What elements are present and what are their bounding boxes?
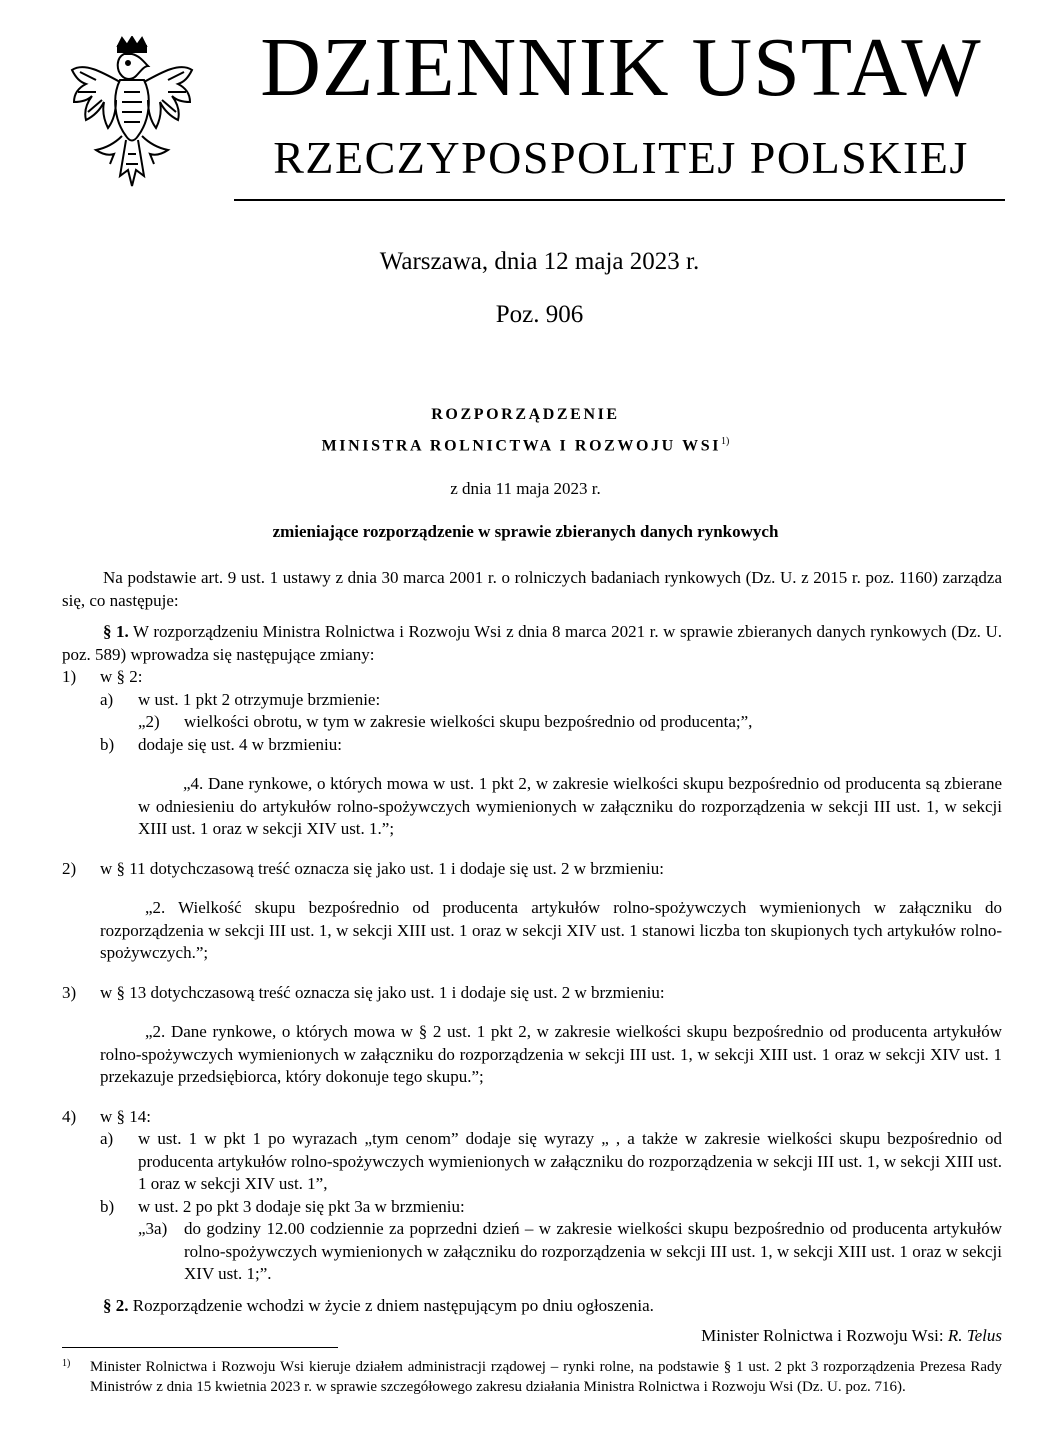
list-item xyxy=(62,1196,1002,1219)
act-issuer-text: MINISTRA ROLNICTWA I ROZWOJU WSI xyxy=(321,437,722,455)
item-number: 4) xyxy=(62,1106,77,1126)
list-item xyxy=(62,982,1002,1005)
item-letter: b) xyxy=(100,734,115,754)
preamble: Na podstawie art. 9 ust. 1 ustawy z dnia 30 marca 2001 r. o rolniczych badaniach rynkowych (Dz. U. z 2015 r. poz. 1160) zarządza się, co następuje: xyxy=(62,568,1002,610)
item-text: w § 14: xyxy=(100,1106,151,1126)
list-item xyxy=(62,1106,1002,1129)
footnote-reference: 1) xyxy=(721,436,730,447)
quoted-item xyxy=(62,1218,1002,1286)
quoted-number: „2) xyxy=(138,712,160,731)
item-number: 1) xyxy=(62,667,77,686)
footnote-mark: 1) xyxy=(62,1358,71,1369)
item-text: dodaje się ust. 4 w brzmieniu: xyxy=(138,734,342,754)
issue-date: Warszawa, dnia 12 maja 2023 r. xyxy=(379,248,700,275)
masthead-divider xyxy=(234,199,1005,201)
act-body xyxy=(62,567,1002,1348)
section-2-label: § 2. xyxy=(103,1295,129,1315)
list-item xyxy=(62,666,1002,689)
footnote xyxy=(62,1357,1002,1397)
act-type: ROZPORZĄDZENIE xyxy=(431,406,620,423)
gazette-subtitle: RZECZYPOSPOLITEJ POLSKIEJ xyxy=(273,132,969,183)
footnote-divider xyxy=(62,1347,338,1348)
item-text: w ust. 1 w pkt 1 po wyrazach „tym cenom” dodaje się wyrazy „ , a także w zakresie wielkości skupu bezpośrednio od producenta artykułów rolno-spożywczych wymienionych w załączniku do rozporządzenia w sekcji III ust. 1, w sekcji XIII ust. 1 oraz w sekcji XIV ust. 1”, xyxy=(138,1129,1002,1193)
item-letter: a) xyxy=(100,1129,114,1148)
white-eagle-emblem-icon xyxy=(66,36,198,196)
act-subject: zmieniające rozporządzenie w sprawie zbieranych danych rynkowych xyxy=(272,522,779,541)
act-date: z dnia 11 maja 2023 r. xyxy=(450,479,601,498)
section-2-text: Rozporządzenie wchodzi w życie z dniem następującym po dniu ogłoszenia. xyxy=(128,1295,654,1315)
signature-role: Minister Rolnictwa i Rozwoju Wsi: xyxy=(701,1326,948,1345)
signature-name: R. Telus xyxy=(947,1326,1002,1345)
item-number: 3) xyxy=(62,982,77,1002)
quoted-paragraph: „4. Dane rynkowe, o których mowa w ust. 1 pkt 2, w zakresie wielkości skupu bezpośrednio od producenta są zbierane w odniesieniu do artykułów rolno-spożywczych wymienionych w załączniku do rozporządzenia w sekcji III ust. 1, w sekcji XIII ust. 1 oraz w sekcji XIV ust. 1.”; xyxy=(138,774,1002,838)
quoted-item xyxy=(62,711,1002,734)
section-1-label: § 1. xyxy=(103,622,129,641)
item-letter: b) xyxy=(100,1196,115,1216)
section-1 xyxy=(62,621,1002,666)
footnote-text: Minister Rolnictwa i Rozwoju Wsi kieruje działem administracji rządowej – rynki rolne, na podstawie § 1 ust. 2 pkt 3 rozporządzenia Prezesa Rady Ministrów z dnia 15 kwietnia 2023 r. w sprawie szczegółowego zakresu działania Ministra Rolnictwa i Rozwoju Wsi (Dz. U. poz. 716). xyxy=(90,1359,1002,1395)
issue-position: Poz. 906 xyxy=(495,301,584,328)
item-letter: a) xyxy=(100,689,114,709)
quoted-paragraph: „2. Wielkość skupu bezpośrednio od producenta artykułów rolno-spożywczych wymienionych w załączniku do rozporządzenia w sekcji III ust. 1, w sekcji XIII ust. 1 oraz w sekcji XIV ust. 1 stanowi liczba ton skupionych tych artykułów rolno-spożywczych.”; xyxy=(100,898,1002,962)
quoted-text: do godziny 12.00 codziennie za poprzedni dzień – w zakresie wielkości skupu bezpośrednio od producenta artykułów rolno-spożywczych wymienionych w załączniku do rozporządzenia w sekcji III ust. 1, w sekcji XIII ust. 1 oraz w sekcji XIV ust. 1;”. xyxy=(184,1219,1002,1283)
item-number: 2) xyxy=(62,858,77,878)
act-issuer xyxy=(0,436,1051,455)
section-1-text: W rozporządzeniu Ministra Rolnictwa i Rozwoju Wsi z dnia 8 marca 2021 r. w sprawie zbieranych danych rynkowych (Dz. U. poz. 589) wprowadza się następujące zmiany: xyxy=(62,622,1003,664)
item-text: w § 11 dotychczasową treść oznacza się jako ust. 1 i dodaje się ust. 2 w brzmieniu: xyxy=(100,858,664,878)
list-item xyxy=(62,858,1002,881)
list-item xyxy=(62,1128,1002,1196)
item-text: w ust. 1 pkt 2 otrzymuje brzmienie: xyxy=(138,689,381,709)
signature xyxy=(62,1325,1002,1348)
quoted-paragraph: „2. Dane rynkowe, o których mowa w § 2 ust. 1 pkt 2, w zakresie wielkości skupu bezpośrednio od producenta artykułów rolno-spożywczych wymienionych w załączniku do rozporządzenia w sekcji III ust. 1, w sekcji XIII ust. 1 oraz w sekcji XIV ust. 1 przekazuje przedsiębiorca, który dokonuje tego skupu.”; xyxy=(100,1022,1002,1086)
quoted-text: wielkości obrotu, w tym w zakresie wielkości skupu bezpośrednio od producenta;”, xyxy=(184,712,753,731)
list-item xyxy=(62,689,1002,712)
section-2 xyxy=(62,1295,1002,1318)
quoted-number: „3a) xyxy=(138,1219,168,1238)
item-text: w § 2: xyxy=(100,667,143,686)
item-text: w § 13 dotychczasową treść oznacza się jako ust. 1 i dodaje się ust. 2 w brzmieniu: xyxy=(100,982,665,1002)
gazette-title: DZIENNIK USTAW xyxy=(260,21,982,114)
item-text: w ust. 2 po pkt 3 dodaje się pkt 3a w brzmieniu: xyxy=(138,1196,465,1216)
list-item xyxy=(62,734,1002,757)
